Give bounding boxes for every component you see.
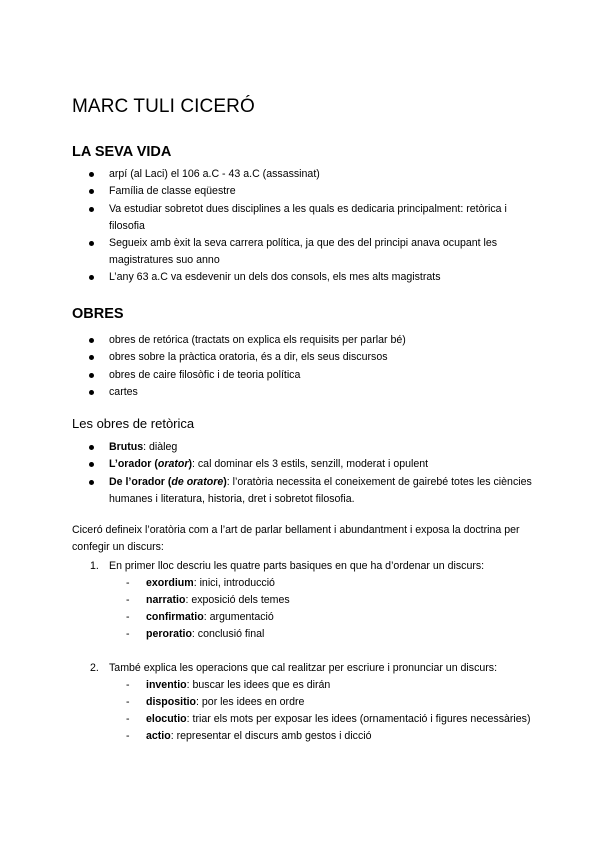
list-item: Família de classe eqüestre (72, 183, 542, 200)
list-item: - exordium: inici, introducció (126, 577, 275, 589)
list-item: L’any 63 a.C va esdevenir un dels dos consols, els mes alts magistrats (72, 269, 542, 286)
list-retorica (72, 439, 542, 508)
list-item: - elocutio: triar els mots per exposar les idees (ornamentació i figures necessàries) (126, 713, 531, 725)
bullet-icon (89, 172, 94, 177)
list-item: - narratio: exposició dels temes (126, 594, 290, 606)
list-obres (72, 332, 542, 401)
list-item: De l’orador (de oratore): l’oratòria necessita el coneixement de gairebé totes les ciències humanes i literatura, historia, dret i sobretot filosofia. (72, 474, 542, 508)
list-item: Segueix amb èxit la seva carrera política, ja que des del principi anava ocupant les magistratures suo anno (72, 235, 542, 269)
list-item: L’orador (orator): cal dominar els 3 estils, senzill, moderat i opulent (72, 456, 542, 473)
list-item: - inventio: buscar les idees que es dirán (126, 679, 331, 691)
bullet-icon (89, 338, 94, 343)
list-item: obres de retórica (tractats on explica els requisits per parlar bé) (72, 332, 542, 349)
heading-retorica: Les obres de retòrica (72, 416, 195, 431)
intro-paragraph: Ciceró defineix l’oratòria com a l’art de parlar bellament i abundantment i exposa la doctrina per confegir un discurs: (72, 524, 520, 553)
list-vida (72, 166, 542, 286)
bullet-icon (89, 241, 94, 246)
page-title: MARC TULI CICERÓ (72, 96, 255, 117)
bullet-icon (89, 189, 94, 194)
bullet-icon (89, 480, 94, 485)
numbered-item-2: 2. També explica les operacions que cal realitzar per escriure i pronunciar un discurs: (90, 662, 498, 674)
list-item: cartes (72, 384, 542, 401)
list-item: - confirmatio: argumentació (126, 611, 274, 623)
list-item: - actio: representar el discurs amb gestos i dicció (126, 730, 372, 742)
list-operations (72, 677, 542, 745)
bullet-icon (89, 355, 94, 360)
bullet-icon (89, 207, 94, 212)
heading-obres: OBRES (72, 306, 124, 322)
list-item: Va estudiar sobretot dues disciplines a les quals es dedicaria principalment: retòrica i filosofia (72, 201, 542, 235)
list-item: arpí (al Laci) el 106 a.C - 43 a.C (assassinat) (72, 166, 542, 183)
bullet-icon (89, 275, 94, 280)
list-item: obres sobre la pràctica oratoria, és a dir, els seus discursos (72, 349, 542, 366)
numbered-item-1: 1. En primer lloc descriu les quatre parts basiques en que ha d’ordenar un discurs: (90, 560, 485, 572)
bullet-icon (89, 445, 94, 450)
list-parts (72, 575, 542, 643)
list-item: Brutus: diàleg (72, 439, 542, 456)
bullet-icon (89, 462, 94, 467)
list-item: obres de caire filosòfic i de teoria política (72, 367, 542, 384)
list-item: - peroratio: conclusió final (126, 628, 265, 640)
list-item: - dispositio: por les idees en ordre (126, 696, 305, 708)
bullet-icon (89, 390, 94, 395)
bullet-icon (89, 373, 94, 378)
heading-vida: LA SEVA VIDA (72, 144, 172, 160)
